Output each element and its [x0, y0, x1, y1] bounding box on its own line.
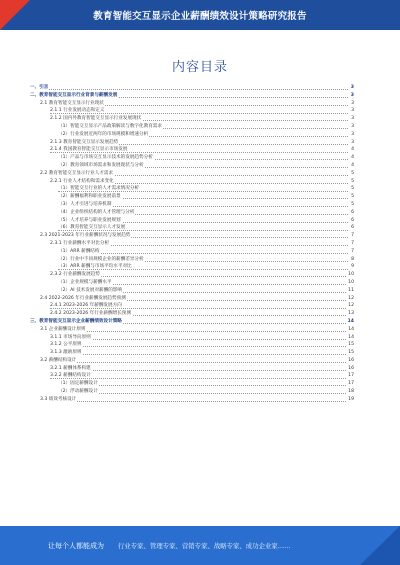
toc-entry-page: 3 — [351, 139, 354, 145]
toc-entry-page: 4 — [351, 147, 354, 153]
toc-entry-label: （4）企业组织结构的人才管理与分析 — [58, 209, 135, 215]
toc-entry-page: 14 — [348, 326, 354, 332]
toc-entry-page: 5 — [351, 186, 354, 192]
toc-entry[interactable] — [30, 92, 354, 100]
toc-entry-label: 2.1.3 教育智能交互显示发展趋势 — [50, 139, 119, 145]
toc-entry-label: （1）智能交互显示产品政策解读与数字化教育需求 — [58, 123, 162, 129]
toc-entry-label: 3.1 企业薪酬设计原则 — [40, 326, 86, 332]
toc-entry-page: 3 — [350, 92, 354, 98]
toc-entry[interactable] — [30, 318, 354, 326]
toc-entry-label: 3.1.3 激励原则 — [50, 350, 82, 356]
toc-entry[interactable] — [30, 224, 354, 232]
toc-entry-label: （6）教育智能交互显示人才发展 — [58, 225, 126, 231]
toc-entry[interactable] — [30, 84, 354, 92]
toc-entry-label: 2.1 教育智能交互显示行业现状 — [40, 100, 104, 106]
toc-entry-page: 7 — [351, 248, 354, 254]
toc-leader-dots — [40, 362, 348, 363]
toc-entry-page: 11 — [348, 287, 354, 293]
toc-entry[interactable] — [30, 139, 354, 147]
toc-entry-label: 一、引言 — [30, 85, 49, 90]
toc-leader-dots — [50, 370, 348, 371]
toc-entry-label: 2.3.2 行业薪酬发展趋势 — [50, 272, 100, 278]
toc-entry[interactable] — [30, 326, 354, 334]
footer-banner — [0, 526, 400, 565]
toc-entry[interactable] — [30, 131, 354, 139]
toc-entry[interactable] — [30, 256, 354, 264]
toc-entry-page: 7 — [351, 233, 354, 239]
toc-entry-label: 3.1.1 市场导向原则 — [50, 334, 91, 340]
toc-entry[interactable] — [30, 365, 354, 373]
toc-entry-label: 2.1.1 行业发展动态和定义 — [50, 108, 105, 114]
toc-entry-label: （1）ARR 薪酬结构 — [58, 248, 100, 254]
toc-entry[interactable] — [30, 388, 354, 396]
toc-entry-page: 16 — [348, 365, 354, 371]
toc-entry-label: （2）AI 技术发展对薪酬的影响 — [58, 287, 123, 293]
report-title: 教育智能交互显示企业薪酬绩效设计策略研究报告 — [93, 11, 307, 22]
toc-entry-page: 14 — [347, 318, 354, 324]
toc-entry[interactable] — [30, 302, 354, 310]
toc-entry-label: （2）薪酬福利和职业发展前景 — [58, 194, 121, 200]
toc-entry-label: 2.1.4 我国教育智能交互显示市场发展 — [50, 147, 128, 153]
toc-entry-label: （2）浮动薪酬设计 — [58, 389, 98, 395]
toc-entry-page: 15 — [348, 350, 354, 356]
toc-entry[interactable] — [30, 287, 354, 295]
toc-entry[interactable] — [30, 263, 354, 271]
toc-entry-page: 17 — [348, 381, 354, 387]
toc-entry[interactable] — [30, 107, 354, 115]
toc-leader-dots — [50, 346, 348, 347]
toc-entry-label: 2.2 教育智能交互显示行业人才需求 — [40, 170, 114, 176]
toc-leader-dots — [40, 401, 348, 402]
toc-entry[interactable] — [30, 178, 354, 186]
toc-entry-page: 6 — [351, 225, 354, 231]
toc-entry-page: 3 — [351, 131, 354, 137]
toc-entry-page: 9 — [351, 264, 354, 270]
toc-entry-page: 5 — [351, 178, 354, 184]
toc-entry-label: （2）教育领域市场需求和发展现状与分析 — [58, 162, 144, 168]
toc-entry-label: （1）企业规模与薪酬水平 — [58, 279, 112, 285]
toc-entry-page: 19 — [348, 396, 354, 402]
toc-entry-label: 3.3 绩效考核设计 — [40, 396, 77, 402]
toc-entry[interactable] — [30, 209, 354, 217]
toc-entry-page: 7 — [351, 240, 354, 246]
toc-entry-page: 15 — [348, 342, 354, 348]
toc-entry-page: 3 — [351, 108, 354, 114]
toc-entry-page: 4 — [351, 162, 354, 168]
toc-leader-dots — [30, 89, 348, 90]
toc-entry-page: 3 — [351, 123, 354, 129]
toc-entry-label: 三、教育智能交互显示企业薪酬绩效设计策略 — [30, 318, 122, 324]
toc-entry-label: 3.2.1 薪酬体系构建 — [50, 365, 91, 371]
toc-entry-label: 2.4 2022-2026 年行业薪酬发展趋势预测 — [40, 295, 126, 301]
table-of-contents — [30, 84, 354, 404]
toc-entry[interactable] — [30, 380, 354, 388]
toc-entry-label: 3.1.2 公平原则 — [50, 342, 82, 348]
toc-entry-label: （3）人才引进与培养机制 — [58, 201, 112, 207]
toc-leader-dots — [58, 393, 348, 394]
toc-leader-dots — [50, 339, 348, 340]
footer-tagline: 行业专家、管理专家、营销专家、战略专家、成功企业家…… — [118, 542, 291, 550]
toc-entry-page: 16 — [348, 357, 354, 363]
toc-entry-label: （1）智能交互行业的人才需求情况分析 — [58, 186, 140, 192]
toc-leader-dots — [58, 253, 348, 254]
toc-entry-label: 2.1.2 国内外教育智能交互显示行业发展现状 — [50, 116, 142, 122]
toc-entry-page: 12 — [348, 303, 354, 309]
toc-entry-page: 4 — [351, 155, 354, 161]
toc-entry-label: 3.2.2 薪酬结构设计 — [50, 373, 91, 379]
toc-entry[interactable] — [30, 193, 354, 201]
toc-entry-page: 12 — [348, 295, 354, 301]
toc-entry-page: 10 — [348, 279, 354, 285]
toc-entry[interactable] — [30, 240, 354, 248]
toc-entry-label: 3.2 薪酬结构设计 — [40, 357, 77, 363]
toc-entry[interactable] — [30, 115, 354, 123]
toc-entry[interactable] — [30, 279, 354, 287]
toc-entry[interactable] — [30, 217, 354, 225]
toc-entry[interactable] — [30, 154, 354, 162]
toc-entry-page: 10 — [348, 272, 354, 278]
toc-entry[interactable] — [30, 146, 354, 154]
toc-entry[interactable] — [30, 310, 354, 318]
toc-entry-page: 3 — [351, 100, 354, 106]
toc-entry-label: （3）ARR 薪酬与市场平均水平对比 — [58, 264, 132, 270]
toc-leader-dots — [50, 354, 348, 355]
toc-entry-page: 18 — [348, 389, 354, 395]
toc-entry-label: （1）固定薪酬设计 — [58, 381, 98, 387]
toc-entry[interactable] — [30, 357, 354, 365]
toc-entry-label: 2.2.1 行业人才结构和需求变化 — [50, 178, 114, 184]
toc-entry-page: 8 — [351, 256, 354, 262]
toc-entry[interactable] — [30, 201, 354, 209]
toc-entry[interactable] — [30, 162, 354, 170]
toc-entry[interactable] — [30, 295, 354, 303]
toc-entry[interactable] — [30, 170, 354, 178]
toc-entry[interactable] — [30, 248, 354, 256]
toc-entry-page: 3 — [350, 85, 354, 90]
toc-entry-label: 二、教育智能交互显示行业背景与薪酬发展 — [30, 92, 118, 98]
toc-entry-label: （5）人才培养与职业发展规划 — [58, 217, 121, 223]
toc-entry-label: 2.3 2021-2023 年行业薪酬状况与发展趋势 — [40, 233, 131, 239]
toc-entry-page: 6 — [351, 209, 354, 215]
toc-leader-dots — [50, 378, 348, 379]
toc-entry-page: 3 — [351, 116, 354, 122]
toc-heading: 内容目录 — [171, 60, 228, 75]
toc-entry-label: 2.4.2 2023-2026 年行业薪酬增长预测 — [50, 311, 131, 317]
toc-leader-dots — [58, 385, 348, 386]
footer-slogan: 让每个人都能成为 — [48, 542, 104, 550]
toc-entry[interactable] — [30, 185, 354, 193]
header-banner — [0, 0, 400, 30]
toc-entry-page: 5 — [351, 201, 354, 207]
toc-entry-page: 5 — [351, 170, 354, 176]
toc-entry[interactable] — [30, 334, 354, 342]
toc-entry[interactable] — [30, 100, 354, 108]
toc-entry-page: 6 — [351, 217, 354, 223]
toc-entry-label: （2）行业发展近两年的市场规模和增速分析 — [58, 131, 149, 137]
toc-entry-page: 17 — [348, 373, 354, 379]
toc-entry-label: （1）产品与市场交互显示技术的发展趋势分析 — [58, 155, 153, 161]
toc-entry[interactable] — [30, 372, 354, 380]
toc-entry[interactable] — [30, 123, 354, 131]
footer-corner-shape — [360, 526, 400, 565]
toc-entry-page: 5 — [351, 194, 354, 200]
toc-entry-label: 2.4.1 2023-2026 年薪酬发展方向 — [50, 303, 122, 309]
toc-entry-label: 2.3.1 行业薪酬水平对比分析 — [50, 240, 110, 246]
toc-entry[interactable] — [30, 396, 354, 404]
toc-entry-page: 13 — [348, 311, 354, 317]
toc-entry-page: 14 — [348, 334, 354, 340]
toc-entry-label: （2）行业中不同规模企业的薪酬差异分析 — [58, 256, 144, 262]
toc-entry[interactable] — [30, 341, 354, 349]
toc-entry[interactable] — [30, 271, 354, 279]
toc-entry[interactable] — [30, 232, 354, 240]
toc-entry[interactable] — [30, 349, 354, 357]
